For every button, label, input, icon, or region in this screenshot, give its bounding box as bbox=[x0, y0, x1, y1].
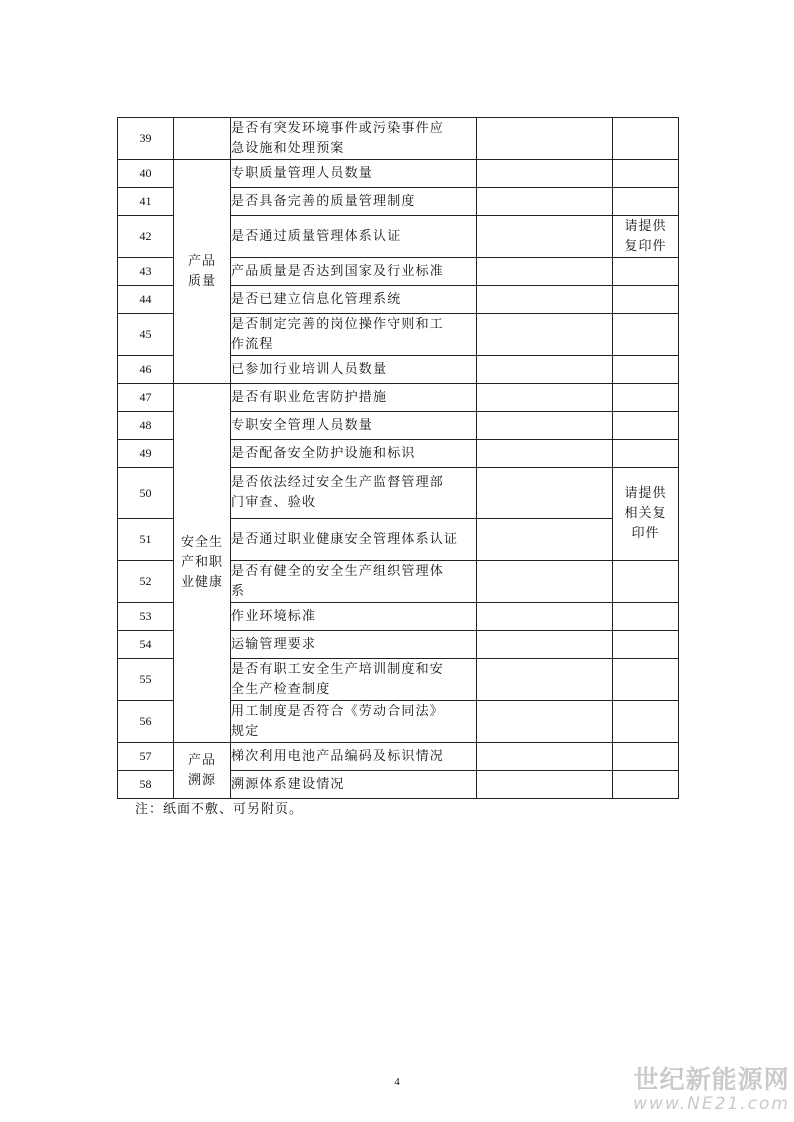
item-cell bbox=[231, 659, 477, 701]
remark-line: 请提供 bbox=[624, 486, 667, 501]
item-line: 专职质量管理人员数量 bbox=[231, 165, 374, 181]
item-line: 系 bbox=[231, 583, 246, 599]
remark-line: 相关复 bbox=[624, 506, 667, 521]
row-number: 53 bbox=[118, 603, 174, 631]
remark-cell bbox=[613, 384, 679, 412]
answer-cell[interactable] bbox=[477, 631, 613, 659]
table-row bbox=[118, 160, 679, 188]
footnote: 注：纸面不敷、可另附页。 bbox=[135, 802, 304, 817]
answer-cell[interactable] bbox=[477, 468, 613, 519]
item-cell bbox=[231, 160, 477, 188]
item-cell bbox=[231, 603, 477, 631]
remark-cell bbox=[613, 631, 679, 659]
answer-cell[interactable] bbox=[477, 188, 613, 216]
category-line: 业健康 bbox=[180, 575, 223, 590]
row-number: 56 bbox=[118, 701, 174, 743]
remark-cell bbox=[613, 216, 679, 258]
item-line: 已参加行业培训人员数量 bbox=[231, 361, 388, 377]
row-number: 57 bbox=[118, 743, 174, 771]
item-cell bbox=[231, 701, 477, 743]
category-quality bbox=[174, 160, 231, 384]
answer-cell[interactable] bbox=[477, 384, 613, 412]
item-cell bbox=[231, 771, 477, 799]
answer-cell[interactable] bbox=[477, 258, 613, 286]
item-cell bbox=[231, 561, 477, 603]
answer-cell[interactable] bbox=[477, 356, 613, 384]
table-row bbox=[118, 384, 679, 412]
remark-cell bbox=[613, 118, 679, 160]
row-number: 51 bbox=[118, 519, 174, 561]
item-line: 规定 bbox=[231, 723, 260, 739]
item-line: 梯次利用电池产品编码及标识情况 bbox=[231, 748, 445, 764]
item-line: 用工制度是否符合《劳动合同法》 bbox=[231, 703, 445, 719]
item-cell bbox=[231, 468, 477, 519]
item-line: 是否有突发环境事件或污染事件应 bbox=[231, 120, 445, 136]
item-cell bbox=[231, 743, 477, 771]
item-cell bbox=[231, 384, 477, 412]
item-cell bbox=[231, 188, 477, 216]
item-cell bbox=[231, 412, 477, 440]
answer-cell[interactable] bbox=[477, 743, 613, 771]
item-cell bbox=[231, 286, 477, 314]
category-safety bbox=[174, 384, 231, 743]
row-number: 54 bbox=[118, 631, 174, 659]
remark-cell bbox=[613, 603, 679, 631]
row-number: 45 bbox=[118, 314, 174, 356]
item-cell bbox=[231, 631, 477, 659]
remark-cell bbox=[613, 188, 679, 216]
page-number: 4 bbox=[394, 1076, 400, 1088]
category-line: 安全生 bbox=[180, 535, 223, 550]
answer-cell[interactable] bbox=[477, 286, 613, 314]
answer-cell[interactable] bbox=[477, 603, 613, 631]
category-cell-empty bbox=[174, 118, 231, 160]
row-number: 44 bbox=[118, 286, 174, 314]
answer-cell[interactable] bbox=[477, 561, 613, 603]
item-line: 是否制定完善的岗位操作守则和工 bbox=[231, 316, 445, 332]
item-cell bbox=[231, 216, 477, 258]
item-line: 产品质量是否达到国家及行业标准 bbox=[231, 263, 445, 279]
row-number: 50 bbox=[118, 468, 174, 519]
item-cell bbox=[231, 258, 477, 286]
item-line: 是否通过质量管理体系认证 bbox=[231, 228, 402, 244]
remark-cell bbox=[613, 258, 679, 286]
answer-cell[interactable] bbox=[477, 771, 613, 799]
remark-cell bbox=[613, 356, 679, 384]
remark-cell bbox=[613, 440, 679, 468]
item-cell bbox=[231, 314, 477, 356]
site-watermark bbox=[633, 1066, 790, 1114]
category-traceability bbox=[174, 743, 231, 799]
remark-cell bbox=[613, 771, 679, 799]
item-cell bbox=[231, 440, 477, 468]
answer-cell[interactable] bbox=[477, 701, 613, 743]
item-line: 是否通过职业健康安全管理体系认证 bbox=[231, 531, 459, 547]
item-line: 作流程 bbox=[231, 336, 274, 352]
table-row bbox=[118, 118, 679, 160]
row-number: 52 bbox=[118, 561, 174, 603]
row-number: 41 bbox=[118, 188, 174, 216]
item-line: 是否有健全的安全生产组织管理体 bbox=[231, 563, 445, 579]
row-number: 48 bbox=[118, 412, 174, 440]
item-line: 溯源体系建设情况 bbox=[231, 776, 345, 792]
item-line: 是否已建立信息化管理系统 bbox=[231, 291, 402, 307]
item-cell bbox=[231, 519, 477, 561]
item-line: 门审查、验收 bbox=[231, 495, 317, 510]
row-number: 47 bbox=[118, 384, 174, 412]
row-number: 40 bbox=[118, 160, 174, 188]
remark-line: 请提供 bbox=[624, 218, 667, 234]
item-line: 运输管理要求 bbox=[231, 636, 317, 652]
item-line: 是否具备完善的质量管理制度 bbox=[231, 193, 416, 209]
row-number: 42 bbox=[118, 216, 174, 258]
answer-cell[interactable] bbox=[477, 118, 613, 160]
item-line: 作业环境标准 bbox=[231, 608, 317, 624]
row-number: 58 bbox=[118, 771, 174, 799]
watermark-url: www.NE21.com bbox=[633, 1094, 790, 1114]
category-line: 产品 bbox=[187, 752, 216, 768]
item-line: 急设施和处理预案 bbox=[231, 140, 345, 156]
item-line: 全生产检查制度 bbox=[231, 681, 331, 697]
assessment-table bbox=[117, 117, 679, 799]
remark-cell bbox=[613, 561, 679, 603]
answer-cell[interactable] bbox=[477, 216, 613, 258]
row-number: 49 bbox=[118, 440, 174, 468]
category-line: 溯源 bbox=[187, 772, 216, 788]
remark-cell bbox=[613, 701, 679, 743]
row-number: 43 bbox=[118, 258, 174, 286]
answer-cell[interactable] bbox=[477, 314, 613, 356]
answer-cell[interactable] bbox=[477, 659, 613, 701]
remark-cell bbox=[613, 286, 679, 314]
table-row bbox=[118, 743, 679, 771]
remark-line: 印件 bbox=[631, 526, 660, 541]
remark-cell bbox=[613, 659, 679, 701]
item-cell bbox=[231, 118, 477, 160]
answer-cell[interactable] bbox=[477, 160, 613, 188]
remark-cell-supply-copies bbox=[613, 468, 679, 561]
item-line: 是否依法经过安全生产监督管理部 bbox=[231, 475, 445, 490]
category-line: 质量 bbox=[187, 273, 216, 289]
remark-cell bbox=[613, 743, 679, 771]
remark-line: 复印件 bbox=[624, 238, 667, 254]
row-number: 55 bbox=[118, 659, 174, 701]
remark-cell bbox=[613, 314, 679, 356]
remark-cell bbox=[613, 160, 679, 188]
row-number: 46 bbox=[118, 356, 174, 384]
answer-cell[interactable] bbox=[477, 440, 613, 468]
remark-cell bbox=[613, 412, 679, 440]
category-line: 产和职 bbox=[180, 555, 223, 570]
item-line: 是否有职业危害防护措施 bbox=[231, 389, 388, 405]
item-line: 专职安全管理人员数量 bbox=[231, 417, 374, 433]
item-cell bbox=[231, 356, 477, 384]
item-line: 是否配备安全防护设施和标识 bbox=[231, 445, 416, 461]
answer-cell[interactable] bbox=[477, 519, 613, 561]
item-line: 是否有职工安全生产培训制度和安 bbox=[231, 661, 445, 677]
row-number: 39 bbox=[118, 118, 174, 160]
category-line: 产品 bbox=[187, 253, 216, 269]
watermark-title: 世纪新能源网 bbox=[633, 1065, 790, 1094]
answer-cell[interactable] bbox=[477, 412, 613, 440]
